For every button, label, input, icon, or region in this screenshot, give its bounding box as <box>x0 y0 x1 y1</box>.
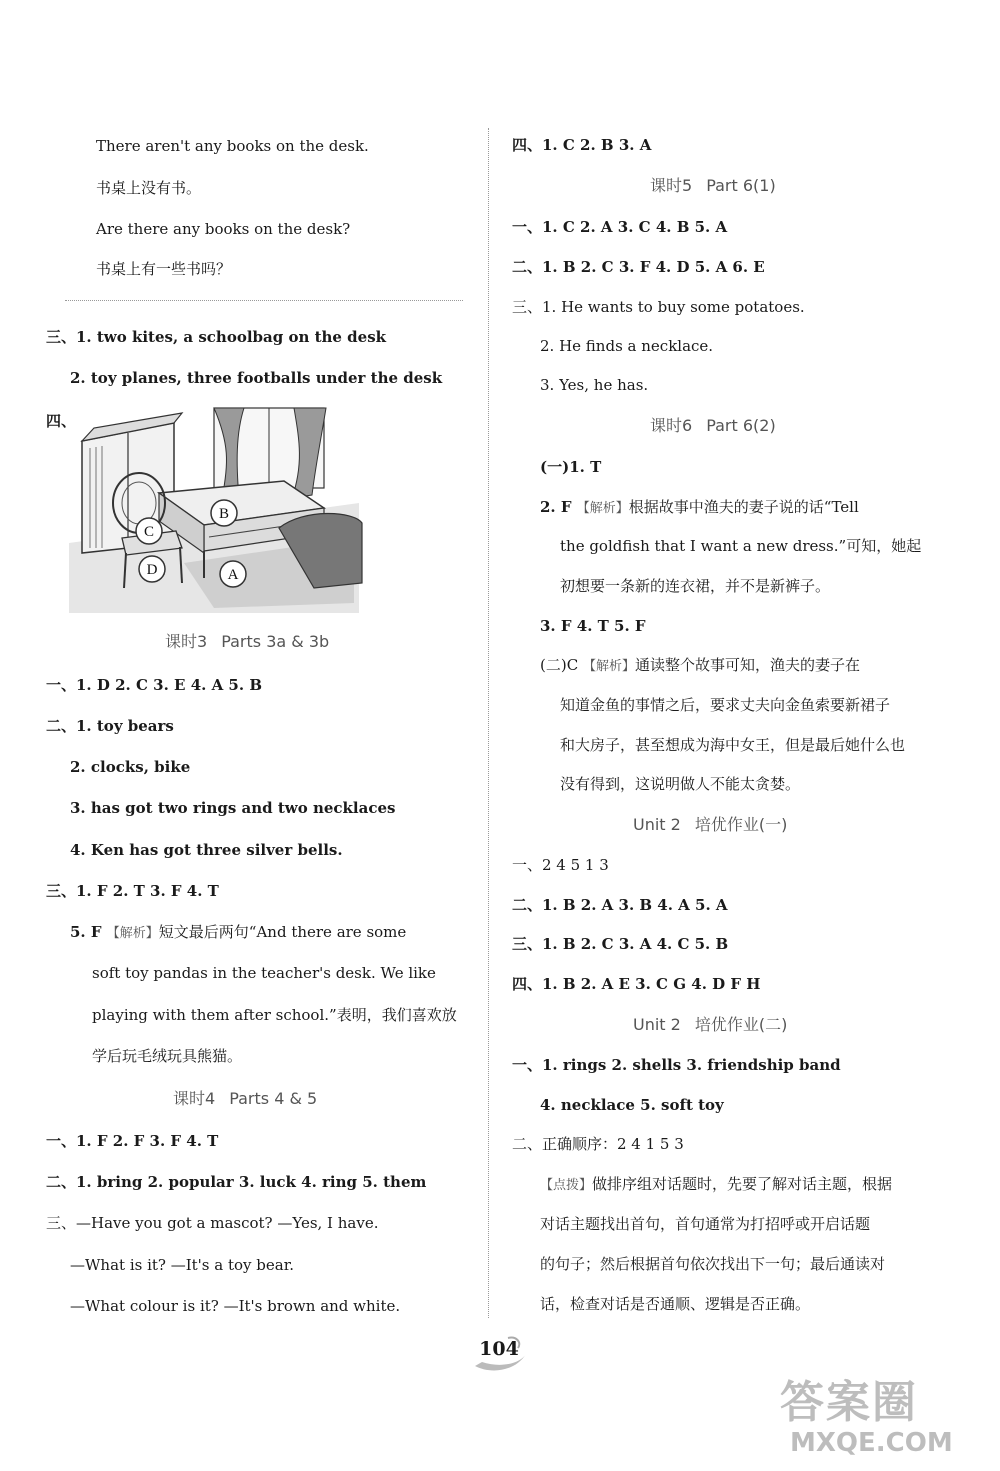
right-u1-1: 一、2 4 5 1 3 <box>512 856 609 874</box>
right-r6-3: 3. F 4. T 5. F <box>540 617 646 635</box>
watermark-en: MXQE.COM <box>790 1428 953 1458</box>
watermark-cn: 答案圈 <box>780 1377 918 1428</box>
right-u2-3c: 的句子；然后根据首句依次找出下一句；最后通读对 <box>540 1255 886 1273</box>
left-l4-1: 一、1. F 2. F 3. F 4. T <box>46 1132 219 1150</box>
label-c: C <box>143 524 155 540</box>
heading-lesson-6: 课时6 Part 6(2) <box>650 416 776 435</box>
left-s4-label: 四、 <box>46 412 77 430</box>
heading-unit2-a: Unit 2 培优作业(一) <box>633 815 788 834</box>
right-u2-3b: 对话主题找出首句，首句通常为打招呼或开启话题 <box>540 1215 871 1233</box>
left-s3-1: 三、1. two kites, a schoolbag on the desk <box>46 328 387 346</box>
left-s3-2: 2. toy planes, three footballs under the desk <box>70 369 443 387</box>
right-u2-1a: 一、1. rings 2. shells 3. friendship band <box>512 1056 841 1074</box>
left-l4-3b: —What is it? —It's a toy bear. <box>70 1256 294 1274</box>
left-l3-3c: soft toy pandas in the teacher's desk. We like <box>92 964 436 982</box>
right-r6-1: (一)1. T <box>540 458 602 476</box>
left-l3-3b: 5. F 【解析】短文最后两句“And there are some <box>70 923 407 941</box>
left-l3-2b: 2. clocks, bike <box>70 758 191 776</box>
right-r5-3b: 2. He finds a necklace. <box>540 337 714 355</box>
column-divider <box>488 128 489 1318</box>
label-b: B <box>218 506 230 522</box>
right-r6-2b: the goldfish that I want a new dress.”可知，她起 <box>560 537 922 555</box>
page-number: 104 <box>479 1338 519 1360</box>
right-u1-3: 三、1. B 2. C 3. A 4. C 5. B <box>512 935 729 953</box>
right-r5-3c: 3. Yes, he has. <box>540 376 649 394</box>
right-u2-1b: 4. necklace 5. soft toy <box>540 1096 724 1114</box>
right-r5-3a: 三、1. He wants to buy some potatoes. <box>512 298 805 316</box>
left-l4-2: 二、1. bring 2. popular 3. luck 4. ring 5. them <box>46 1173 427 1191</box>
left-l3-3a: 三、1. F 2. T 3. F 4. T <box>46 882 219 900</box>
right-u2-3d: 话，检查对话是否通顺、逻辑是否正确。 <box>540 1295 811 1313</box>
left-line-2: 书桌上没有书。 <box>96 179 202 197</box>
room-illustration <box>64 403 364 613</box>
right-u2-2: 二、正确顺序：2 4 1 5 3 <box>512 1135 684 1153</box>
right-u1-2: 二、1. B 2. A 3. B 4. A 5. A <box>512 896 728 914</box>
heading-lesson-3: 课时3 Parts 3a & 3b <box>165 632 330 651</box>
left-l4-3a: 三、—Have you got a mascot? —Yes, I have. <box>46 1214 379 1232</box>
left-l4-3c: —What colour is it? —It's brown and white. <box>70 1297 401 1315</box>
watermark <box>780 1378 953 1458</box>
left-line-1: There aren't any books on the desk. <box>96 137 369 155</box>
left-l3-2d: 4. Ken has got three silver bells. <box>70 841 343 859</box>
heading-unit2-b: Unit 2 培优作业(二) <box>633 1015 788 1034</box>
right-r1: 四、1. C 2. B 3. A <box>512 136 652 154</box>
right-r5-2: 二、1. B 2. C 3. F 4. D 5. A 6. E <box>512 258 765 276</box>
label-a: A <box>227 567 239 583</box>
left-l3-2a: 二、1. toy bears <box>46 717 174 735</box>
left-l3-3d: playing with them after school.”表明，我们喜欢放 <box>92 1006 457 1024</box>
right-r6-4b: 知道金鱼的事情之后，要求丈夫向金鱼索要新裙子 <box>560 696 891 714</box>
right-u2-3a: 【点拨】做排序组对话题时，先要了解对话主题，根据 <box>540 1175 893 1193</box>
heading-lesson-4: 课时4 Parts 4 & 5 <box>173 1089 318 1108</box>
right-r6-4a: (二)C 【解析】通读整个故事可知，渔夫的妻子在 <box>540 656 860 674</box>
right-r5-1: 一、1. C 2. A 3. C 4. B 5. A <box>512 218 728 236</box>
right-r6-2a: 2. F 【解析】根据故事中渔夫的妻子说的话“Tell <box>540 498 859 516</box>
section-divider <box>65 300 463 301</box>
left-l3-3e: 学后玩毛绒玩具熊猫。 <box>92 1047 243 1065</box>
left-line-4: 书桌上有一些书吗？ <box>96 260 232 278</box>
left-l3-1: 一、1. D 2. C 3. E 4. A 5. B <box>46 676 262 694</box>
label-d: D <box>146 562 158 578</box>
heading-lesson-5: 课时5 Part 6(1) <box>650 176 776 195</box>
left-l3-2c: 3. has got two rings and two necklaces <box>70 799 396 817</box>
right-u1-4: 四、1. B 2. A E 3. C G 4. D F H <box>512 975 761 993</box>
right-r6-4d: 没有得到，这说明做人不能太贪婪。 <box>560 775 801 793</box>
right-r6-4c: 和大房子，甚至想成为海中女王，但是最后她什么也 <box>560 736 906 754</box>
left-line-3: Are there any books on the desk? <box>96 220 351 238</box>
right-r6-2c: 初想要一条新的连衣裙，并不是新裤子。 <box>560 577 831 595</box>
